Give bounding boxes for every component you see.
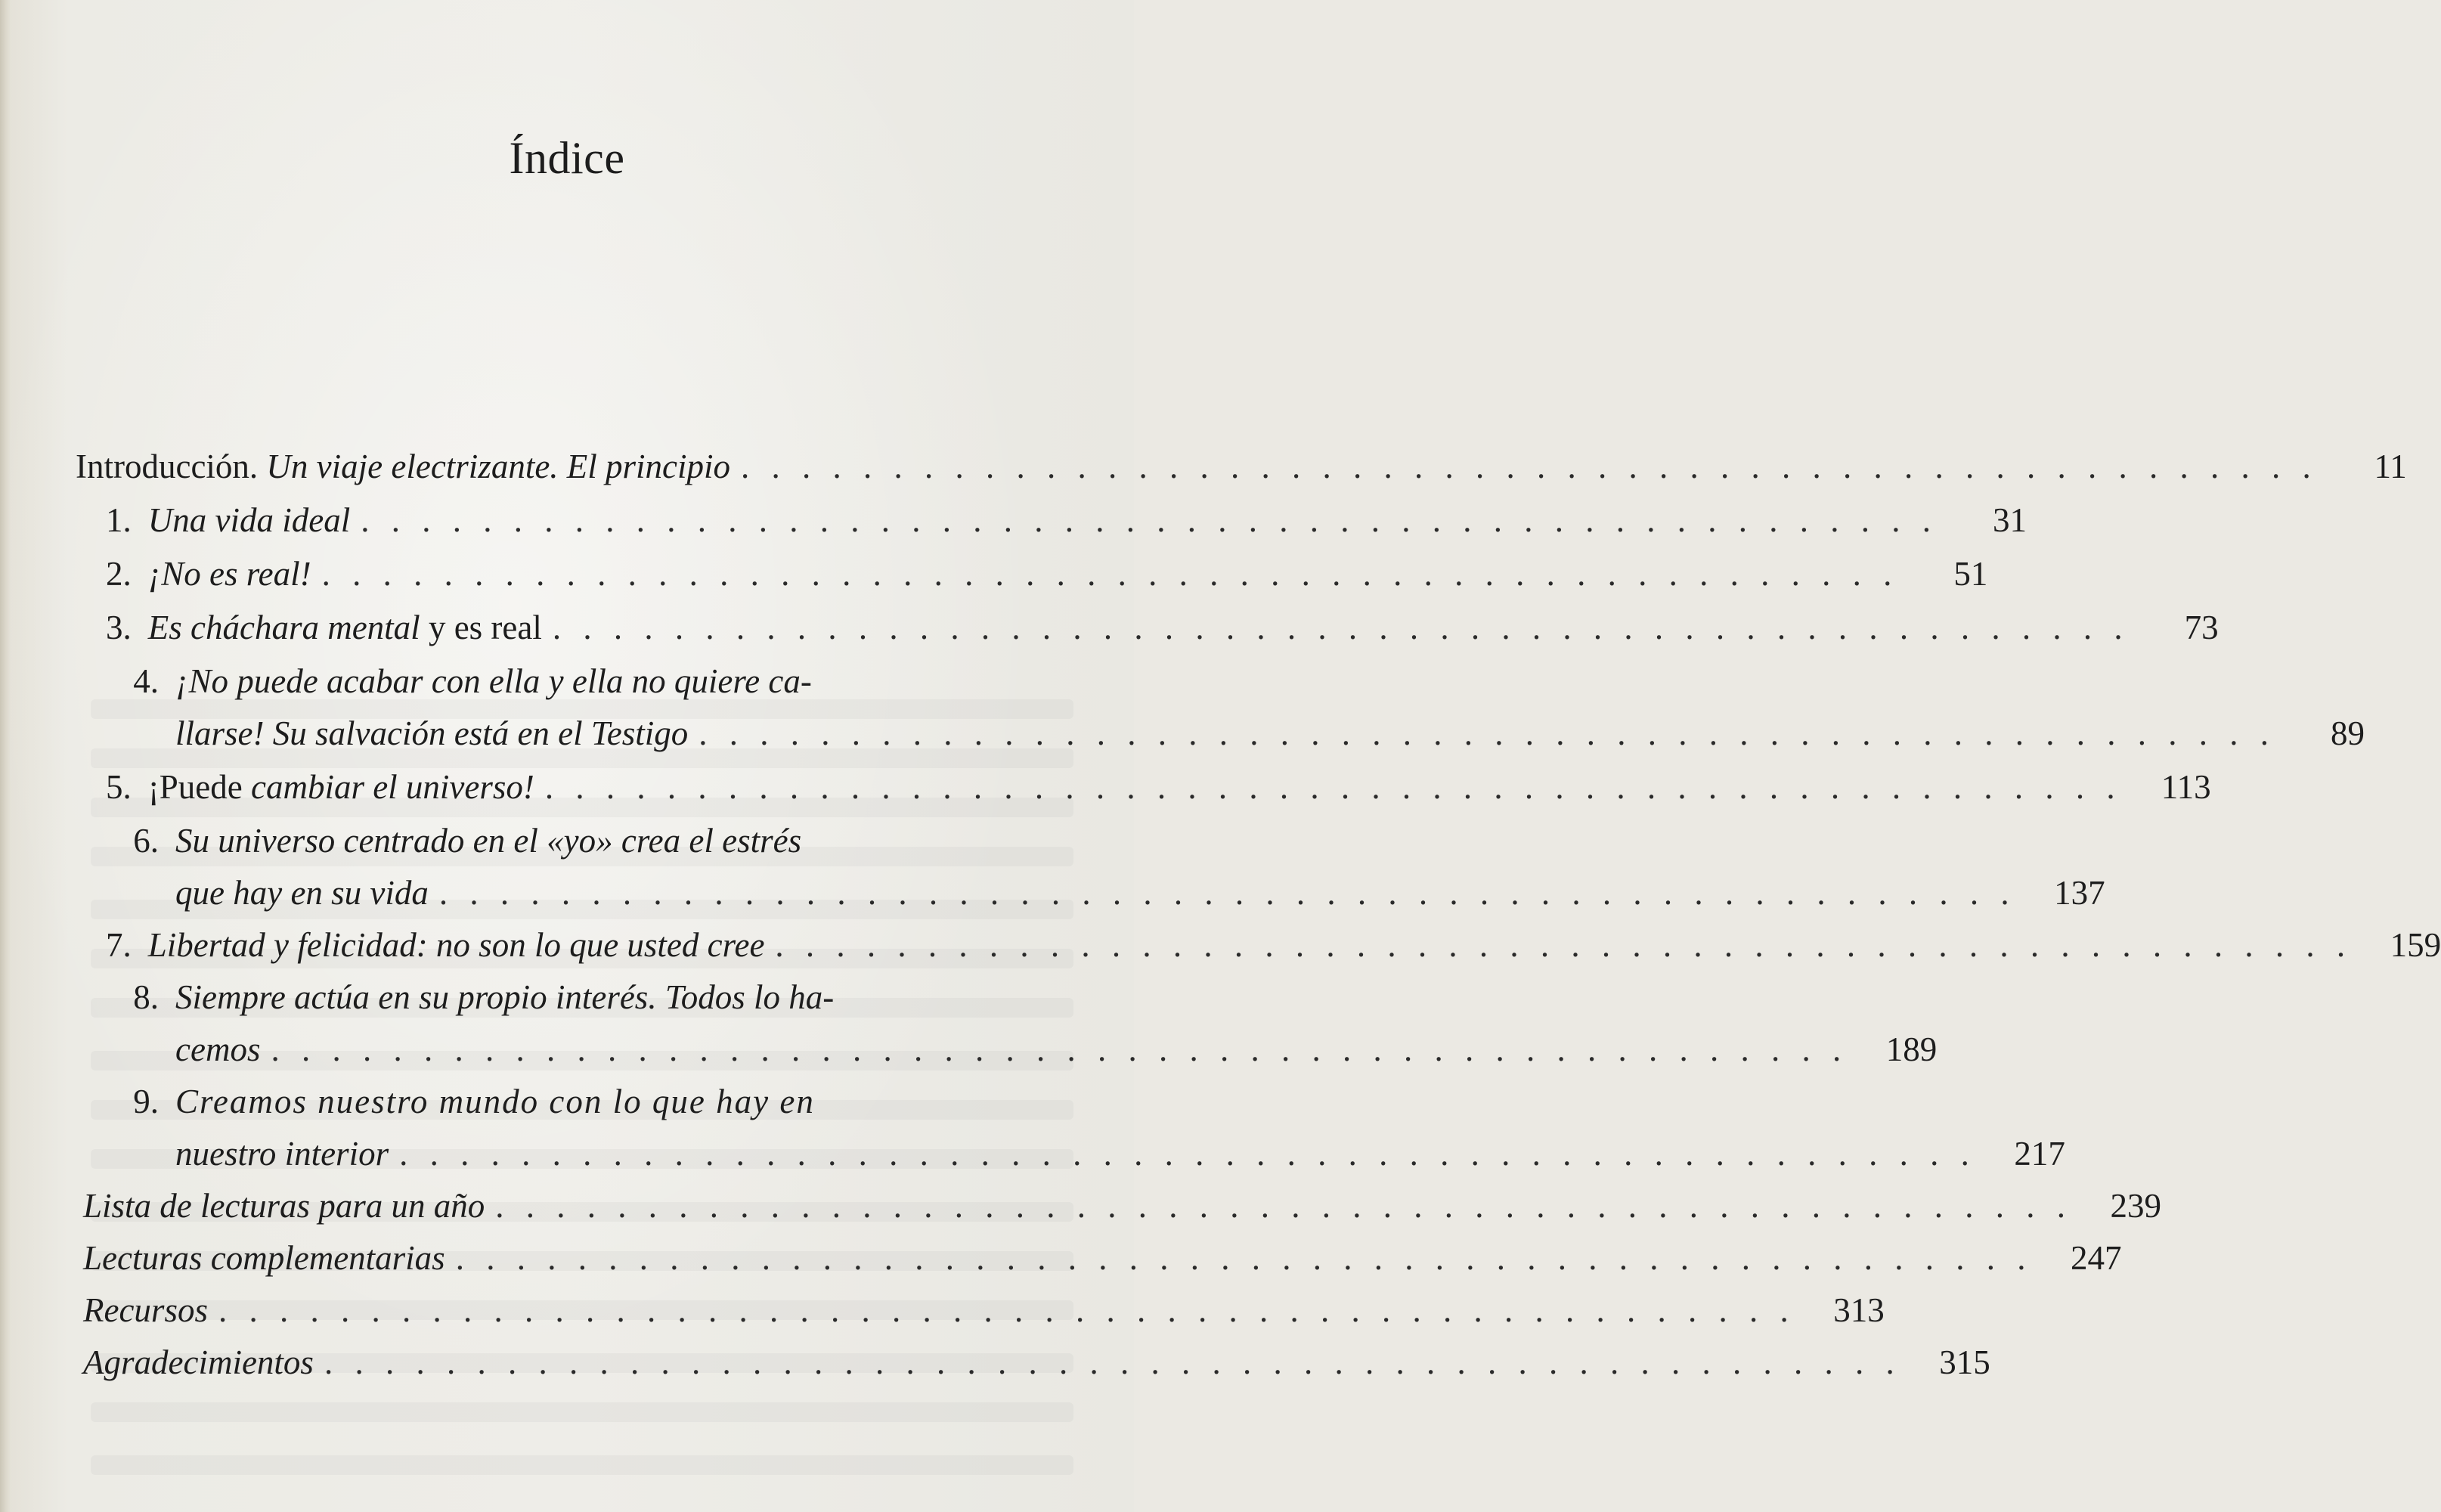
toc-entry	[83, 1291, 1885, 1329]
chapter-number: 5.	[106, 768, 132, 806]
toc-entry-first-line	[106, 1085, 1062, 1119]
dot-leader: . . . . . . . . . . . . . . . . . . . . . . . . . . . . . . . . . . . . . . . . . . . . . . . . . . . .	[552, 609, 2130, 646]
toc-entry	[106, 926, 2441, 964]
toc-entry-label: Agradecimientos	[83, 1343, 314, 1381]
toc-entry-label: Una vida ideal	[147, 501, 351, 539]
chapter-number: 7.	[106, 926, 132, 964]
toc-entry-label: Lista de lecturas para un año	[83, 1187, 485, 1225]
toc-entry-label: Recursos	[83, 1291, 208, 1329]
dot-leader: . . . . . . . . . . . . . . . . . . . . . . . . . . . . . . . . . . . . . . . . . . . . . . . . . . . .	[321, 555, 1899, 593]
dot-leader: . . . . . . . . . . . . . . . . . . . . . . . . . . . . . . . . . . . . . . . . . . . . . . . . . . . .	[741, 448, 2318, 485]
toc-page-number: 73	[2184, 609, 2219, 646]
toc-page-number: 159	[2390, 926, 2441, 964]
toc-entry-label: que hay en su vida	[175, 874, 429, 912]
page-title: Índice	[509, 133, 625, 183]
toc-entry-first-line	[106, 978, 1062, 1016]
dot-leader: . . . . . . . . . . . . . . . . . . . . . . . . . . . . . . . . . . . . . . . . . . . . . . . . . . . .	[438, 874, 2016, 912]
toc-entry-label: Libertad y felicidad: no son lo que usted cree	[147, 926, 765, 964]
toc-entry	[175, 714, 2365, 752]
toc-entry	[175, 1030, 1938, 1068]
toc-entry-label: cemos	[175, 1030, 261, 1068]
toc-page-number: 11	[2374, 448, 2407, 485]
dot-leader: . . . . . . . . . . . . . . . . . . . . . . . . . . . . . . . . . . . . . . . . . . . . . . . . . . . .	[324, 1343, 1901, 1381]
toc-page-number: 247	[2070, 1239, 2122, 1277]
dot-leader: . . . . . . . . . . . . . . . . . . . . . . . . . . . . . . . . . . . . . . . . . . . . . . . . . . . .	[361, 501, 1938, 539]
chapter-number: 2.	[106, 555, 132, 593]
toc-page-number: 189	[1885, 1030, 1938, 1068]
toc-entry-label	[148, 611, 542, 645]
toc-entry	[175, 874, 2105, 912]
toc-entry-first-line	[106, 662, 1062, 700]
toc-entry-label: llarse! Su salvación está en el Testigo	[175, 714, 689, 752]
toc-page-number: 137	[2054, 874, 2105, 912]
toc-entry-label	[148, 770, 534, 804]
toc-entry	[83, 1343, 1990, 1381]
toc-entry-label-line1: Creamos nuestro mundo con lo que hay en	[175, 1083, 815, 1120]
toc-page-number: 51	[1953, 555, 1988, 593]
dot-leader: . . . . . . . . . . . . . . . . . . . . . . . . . . . . . . . . . . . . . . . . . . . . . . . . . . . .	[699, 714, 2276, 752]
chapter-number: 3.	[106, 609, 132, 646]
toc-entry-label-italic: Es cháchara mental	[147, 609, 420, 646]
toc-entry-label	[76, 450, 730, 484]
toc-page-number: 113	[2161, 768, 2211, 806]
toc-page-number: 313	[1833, 1291, 1885, 1329]
chapter-number: 1.	[106, 501, 132, 539]
dot-leader: . . . . . . . . . . . . . . . . . . . . . . . . . . . . . . . . . . . . . . . . . . . . . . . . . . . .	[399, 1135, 1976, 1173]
toc-entry	[76, 448, 2407, 485]
toc-page-number: 217	[2014, 1135, 2065, 1173]
toc-entry	[175, 1135, 2065, 1173]
toc-entry-label: ¡No es real!	[147, 555, 311, 593]
toc-entry	[106, 609, 2219, 646]
toc-entry-label: nuestro interior	[175, 1135, 389, 1173]
toc-entry	[106, 501, 2027, 539]
toc-entry	[83, 1239, 2122, 1277]
toc-entry-label: Lecturas complementarias	[83, 1239, 445, 1277]
toc-page-number: 31	[1992, 501, 2027, 539]
dot-leader: . . . . . . . . . . . . . . . . . . . . . . . . . . . . . . . . . . . . . . . . . . . . . . . . . . . .	[495, 1187, 2073, 1225]
toc-entry-label-line1: Su universo centrado en el «yo» crea el estrés	[175, 822, 802, 860]
dot-leader: . . . . . . . . . . . . . . . . . . . . . . . . . . . . . . . . . . . . . . . . . . . . . . . . . . . .	[271, 1030, 1848, 1068]
toc-page-number: 89	[2331, 714, 2365, 752]
toc-entry-label-plain: ¡Puede	[147, 768, 251, 806]
toc-entry	[106, 768, 2211, 806]
toc-page-number: 315	[1939, 1343, 1990, 1381]
toc-page-number: 239	[2110, 1187, 2162, 1225]
toc-entry-first-line	[106, 824, 1062, 858]
toc-entry-label-plain: Introducción.	[76, 448, 267, 485]
toc-entry-label-italic: cambiar el universo!	[250, 768, 534, 806]
toc-entry-label-plain: y es real	[420, 609, 542, 646]
toc-entry-label-line1: ¡No puede acabar con ella y ella no quiere ca-	[175, 662, 812, 700]
dot-leader: . . . . . . . . . . . . . . . . . . . . . . . . . . . . . . . . . . . . . . . . . . . . . . . . . . . .	[775, 926, 2353, 964]
toc-entry-label-line1: Siempre actúa en su propio interés. Todos lo ha-	[175, 978, 835, 1016]
chapter-number: 8.	[133, 978, 159, 1016]
dot-leader: . . . . . . . . . . . . . . . . . . . . . . . . . . . . . . . . . . . . . . . . . . . . . . . . . . . .	[455, 1239, 2033, 1277]
chapter-number: 9.	[133, 1083, 159, 1120]
chapter-number: 4.	[133, 662, 159, 700]
toc-entry	[83, 1187, 2162, 1225]
dot-leader: . . . . . . . . . . . . . . . . . . . . . . . . . . . . . . . . . . . . . . . . . . . . . . . . . . . .	[544, 768, 2122, 806]
dot-leader: . . . . . . . . . . . . . . . . . . . . . . . . . . . . . . . . . . . . . . . . . . . . . . . . . . . .	[218, 1291, 1795, 1329]
chapter-number: 6.	[133, 822, 159, 860]
toc-entry	[106, 555, 1988, 593]
toc-entry-label-italic: Un viaje electrizante. El principio	[266, 448, 731, 485]
